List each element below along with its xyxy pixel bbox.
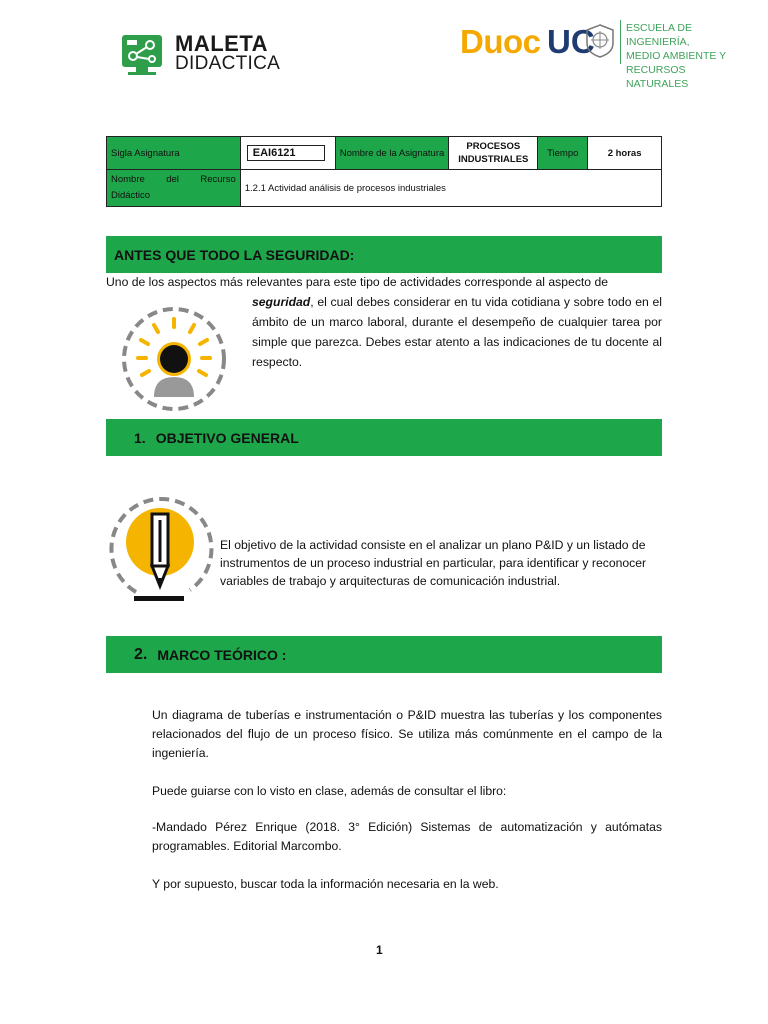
- seguridad-paragraph-line1: Uno de los aspectos más relevantes para este tipo de actividades corresponde al aspecto de: [106, 275, 609, 289]
- marco-paragraph-3: -Mandado Pérez Enrique (2018. 3° Edición) Sistemas de automatización y autómatas programables. Editorial Marcombo.: [152, 820, 662, 853]
- pencil-icon: [106, 490, 214, 608]
- table-row: [107, 137, 662, 170]
- marco-title: MARCO TEÓRICO :: [157, 646, 287, 663]
- tiempo-value: 2 horas: [588, 137, 662, 170]
- seguridad-paragraph-rest: , el cual debes considerar en tu vida cotidiana y sobre todo en el ámbito de un marco laboral, durante el desempeño de cualquier tarea por simple que parezca. Debes estar atento a las indicaciones de tu docente al respecto.: [252, 295, 662, 369]
- maleta-didactica-logo: [120, 30, 281, 78]
- safety-person-icon: [120, 305, 228, 413]
- recurso-word-2: del: [166, 174, 179, 185]
- objetivo-text: El objetivo de la actividad consiste en el analizar un plano P&ID y un listado de instrumentos de un proceso industrial en particular, para identificar y reconocer variables de trabajo y arquitecturas de comunicación industrial.: [220, 538, 647, 588]
- nombre-value: PROCESOS INDUSTRIALES: [449, 137, 538, 170]
- seguridad-paragraph: [252, 292, 662, 372]
- duoc-word: Duoc: [460, 23, 541, 60]
- objetivo-number: 1.: [134, 429, 146, 446]
- section-bar-seguridad: [106, 236, 662, 273]
- school-line-1: ESCUELA DE INGENIERÍA,: [626, 22, 692, 48]
- course-info-table: [106, 136, 662, 207]
- maleta-word: MALETA: [175, 31, 269, 56]
- recurso-label-line1: [111, 172, 236, 188]
- recurso-word-1: Nombre: [111, 174, 145, 185]
- sigla-label: Sigla Asignatura: [107, 137, 241, 170]
- seguridad-title: ANTES QUE TODO LA SEGURIDAD:: [114, 246, 355, 263]
- logo-divider: [620, 20, 621, 64]
- maleta-logo-icon: [120, 32, 166, 76]
- tiempo-label: Tiempo: [538, 137, 588, 170]
- sigla-cell: [240, 137, 335, 170]
- marco-number: 2.: [134, 645, 148, 663]
- recurso-value: 1.2.1 Actividad análisis de procesos industriales: [240, 170, 661, 207]
- table-row: [107, 170, 662, 207]
- marco-paragraph-4: Y por supuesto, buscar toda la información necesaria en la web.: [152, 877, 499, 891]
- nombre-label: Nombre de la Asignatura: [335, 137, 449, 170]
- section-bar-marco: [106, 636, 662, 673]
- duoc-uc-logo: [460, 18, 730, 90]
- objetivo-title: OBJETIVO GENERAL: [155, 429, 299, 446]
- didactica-word: DIDACTICA: [175, 53, 281, 74]
- marco-paragraph-2: Puede guiarse con lo visto en clase, además de consultar el libro:: [152, 784, 507, 798]
- school-line-3: RECURSOS NATURALES: [626, 64, 689, 90]
- duoc-seal-icon: [584, 23, 616, 59]
- section-bar-objetivo: [106, 419, 662, 456]
- recurso-word-3: Recurso: [200, 174, 236, 185]
- school-name: [626, 21, 736, 91]
- school-line-2: MEDIO AMBIENTE Y: [626, 50, 727, 62]
- sigla-value: EAI6121: [247, 145, 325, 161]
- uc-word: UC: [547, 23, 595, 60]
- recurso-label-line2: Didáctico: [111, 190, 151, 201]
- page-number: 1: [376, 943, 383, 957]
- seguridad-emphasis: seguridad: [252, 295, 311, 309]
- marco-paragraph-1: Un diagrama de tuberías e instrumentación o P&ID muestra las tuberías y los componentes relacionados del flujo de un proceso físico. Se utiliza más comúnmente en el campo de la ingeniería.: [152, 708, 662, 760]
- recurso-label: [107, 170, 241, 207]
